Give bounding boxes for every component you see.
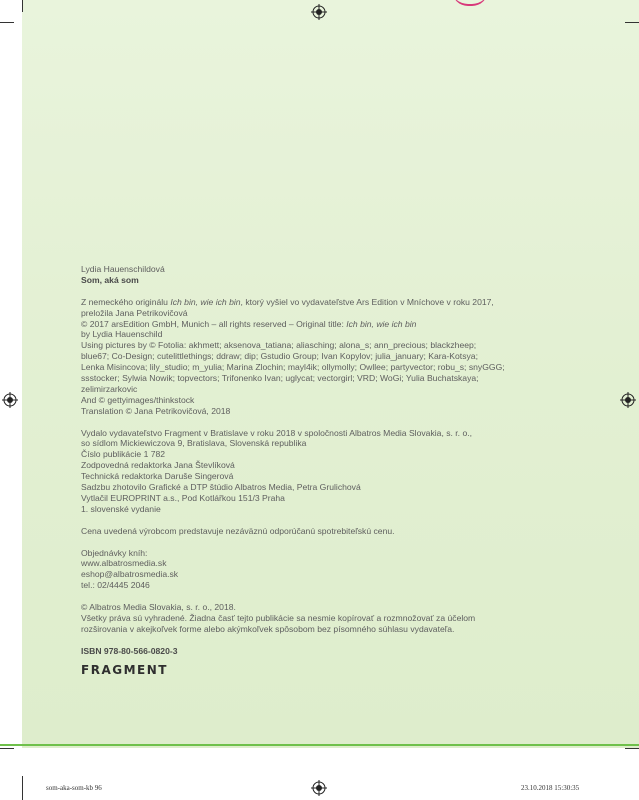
registration-mark-left [2, 392, 18, 408]
by-line: by Lydia Hauenschild [81, 329, 163, 340]
registration-mark-top [311, 4, 327, 20]
pictures-line: And © gettyimages/thinkstock [81, 394, 195, 405]
rights-line: Všetky práva sú vyhradené. Žiadna časť tejto publikácie sa nesmie kopírovať a rozmnožovať za účelom [81, 612, 476, 623]
slug-filename: som-aka-som-kb 96 [46, 784, 102, 792]
crop-mark-bottom-left [22, 776, 23, 800]
orders-phone: tel.: 02/4445 2046 [81, 580, 150, 591]
slug-timestamp: 23.10.2018 15:30:35 [521, 784, 580, 792]
copyright-prefix: © 2017 arsEdition GmbH, Munich – all rights reserved – Original title: [81, 318, 347, 329]
publisher-line: Vytlačil EUROPRINT a.s., Pod Kotlářkou 151/3 Praha [81, 493, 285, 503]
crop-mark-right-top [625, 22, 639, 23]
registration-mark-right [620, 392, 636, 408]
publisher-line: Číslo publikácie 1 782 [81, 449, 166, 460]
rights-line: rozširovania v akejkoľvek forme alebo akýmkoľvek spôsobom bez písomného súhlasu vydavateľa. [81, 623, 455, 634]
original-copyright-line [81, 319, 581, 330]
orders-website: www.albatrosmedia.sk [81, 558, 167, 569]
publisher-line: so sídlom Mickiewiczova 9, Bratislava, Slovenská republika [81, 438, 307, 449]
orders-email: eshop@albatrosmedia.sk [81, 569, 179, 580]
publisher-line: Zodpovedná redaktorka Jana Števlíková [81, 460, 235, 471]
edition-line: 1. slovenské vydanie [81, 503, 161, 514]
original-prefix: Z nemeckého originálu [81, 296, 171, 307]
fragment-logo: FRAGMENT [81, 662, 168, 677]
author-name: Lydia Hauenschildová [81, 264, 165, 274]
original-source-line [81, 297, 581, 308]
orders-heading: Objednávky kníh: [81, 547, 148, 558]
translation-copyright: Translation © Jana Petrikovičová, 2018 [81, 405, 231, 416]
registration-mark-bottom [311, 780, 327, 796]
publisher-line: Technická redaktorka Daruše Singerová [81, 471, 234, 482]
imprint-block [81, 264, 581, 675]
price-note: Cena uvedená výrobcom predstavuje nezáväznú odporúčanú spotrebiteľskú cenu. [81, 525, 395, 536]
pictures-line: Lenka Misincova; lily_studio; m_yulia; Marina Zlochin; mayl4ik; ollymolly; Owllee; partyvector; robu_s; snyGGG; [81, 362, 505, 373]
pictures-line: blue67; Co-Design; cutelittlethings; ddraw; dip; Gstudio Group; Ivan Kopylov; julia_january; Kara-Kotsya; [81, 351, 478, 362]
original-suffix: , ktorý vyšiel vo vydavateľstve Ars Edition v Mníchove v roku 2017, [240, 296, 494, 307]
pictures-line: Using pictures by © Fotolia: akhmett; aksenova_tatiana; aliasching; alona_s; ann_precious; blackzheep; [81, 340, 477, 351]
translator-line: preložila Jana Petrikovičová [81, 307, 188, 318]
book-title: Som, aká som [81, 274, 139, 285]
pictures-line: zelimirzarkovic [81, 383, 138, 394]
publisher-line: Vydalo vydavateľstvo Fragment v Bratislave v roku 2018 v spoločnosti Albatros Media Slovakia, s. r. o., [81, 427, 473, 438]
publisher-line: Sadzbu zhotovilo Grafické a DTP štúdio Albatros Media, Petra Grulichová [81, 482, 361, 493]
crop-mark-right-bottom [625, 748, 639, 749]
isbn: ISBN 978-80-566-0820-3 [81, 645, 178, 656]
rights-line: © Albatros Media Slovakia, s. r. o., 2018. [81, 602, 236, 613]
original-title: Ich bin, wie ich bin [170, 296, 241, 307]
crop-mark-top-left [22, 0, 23, 12]
crop-mark-left-top [0, 22, 14, 23]
copyright-title: Ich bin, wie ich bin [346, 318, 417, 329]
green-rule [0, 744, 639, 746]
crop-mark-left-bottom [0, 748, 14, 749]
pictures-line: ssstocker; Sylwia Nowik; topvectors; Trifonenko Ivan; uglycat; vectorgirl; VRD; WoGi; Yulia Buchatskaya; [81, 373, 479, 384]
